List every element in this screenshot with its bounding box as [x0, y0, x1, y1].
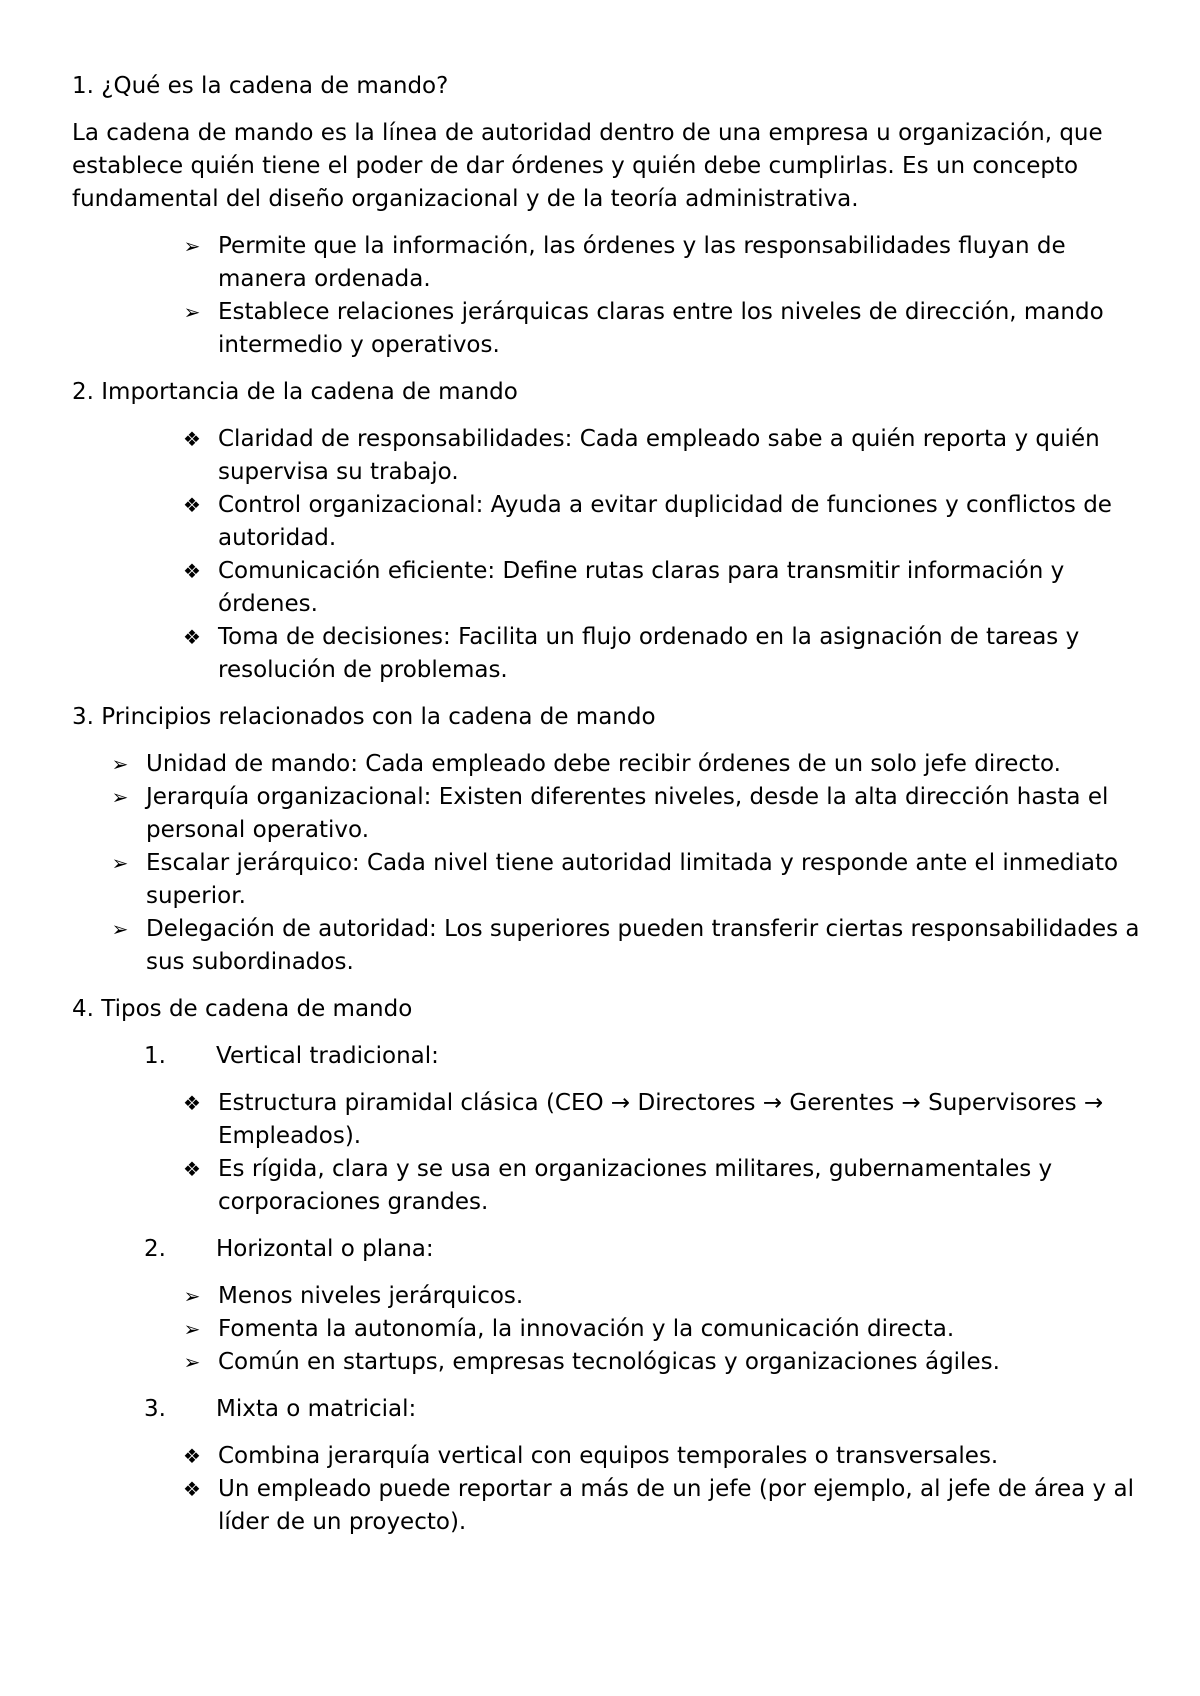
arrow-bullet-icon: ➢ [183, 1317, 201, 1341]
list-item: ❖ Un empleado puede reportar a más de un jefe (por ejemplo, al jefe de área y al líder de un proyecto). [72, 1473, 1142, 1539]
arrow-bullet-icon: ➢ [111, 851, 129, 875]
section-1-list [72, 230, 1142, 362]
type-2-title: Horizontal o plana: [216, 1236, 434, 1262]
type-3-list [72, 1440, 1142, 1539]
section-2-heading: 2. Importancia de la cadena de mando [72, 379, 518, 405]
diamond-bullet-icon: ❖ [183, 427, 201, 451]
diamond-bullet-icon: ❖ [183, 493, 201, 517]
diamond-bullet-icon: ❖ [183, 1477, 201, 1501]
type-2-heading [72, 1233, 1142, 1266]
list-item: ❖ Combina jerarquía vertical con equipos temporales o transversales. [72, 1440, 1142, 1473]
section-1-heading: 1. ¿Qué es la cadena de mando? [72, 73, 449, 99]
list-item: ➢ Común en startups, empresas tecnológicas y organizaciones ágiles. [72, 1346, 1142, 1379]
type-2-list [72, 1280, 1142, 1379]
type-3-number: 3. [144, 1396, 166, 1422]
arrow-bullet-icon: ➢ [111, 752, 129, 776]
list-item: ➢ Unidad de mando: Cada empleado debe recibir órdenes de un solo jefe directo. [72, 748, 1142, 781]
list-item: ➢ Escalar jerárquico: Cada nivel tiene autoridad limitada y responde ante el inmediato superior. [72, 847, 1142, 913]
diamond-bullet-icon: ❖ [183, 1157, 201, 1181]
list-item: ❖ Es rígida, clara y se usa en organizaciones militares, gubernamentales y corporaciones grandes. [72, 1153, 1142, 1219]
list-item: ➢ Permite que la información, las órdenes y las responsabilidades fluyan de manera ordenada. [72, 230, 1142, 296]
arrow-bullet-icon: ➢ [183, 300, 201, 324]
document-content [72, 70, 1142, 1553]
type-1-number: 1. [144, 1043, 166, 1069]
list-item: ❖ Comunicación eficiente: Define rutas claras para transmitir información y órdenes. [72, 555, 1142, 621]
arrow-bullet-icon: ➢ [111, 785, 129, 809]
list-item: ➢ Menos niveles jerárquicos. [72, 1280, 1142, 1313]
section-2-list [72, 423, 1142, 687]
list-item: ❖ Control organizacional: Ayuda a evitar duplicidad de funciones y conflictos de autoridad. [72, 489, 1142, 555]
arrow-bullet-icon: ➢ [183, 234, 201, 258]
list-item: ❖ Claridad de responsabilidades: Cada empleado sabe a quién reporta y quién supervisa su trabajo. [72, 423, 1142, 489]
arrow-bullet-icon: ➢ [111, 917, 129, 941]
arrow-bullet-icon: ➢ [183, 1350, 201, 1374]
diamond-bullet-icon: ❖ [183, 625, 201, 649]
diamond-bullet-icon: ❖ [183, 1444, 201, 1468]
section-1-intro: La cadena de mando es la línea de autoridad dentro de una empresa u organización, que establece quién tiene el poder de dar órdenes y quién debe cumplirlas. Es un concepto fundamental del diseño organizacional y de la teoría administrativa. [72, 120, 1103, 212]
list-item: ➢ Jerarquía organizacional: Existen diferentes niveles, desde la alta dirección hasta el personal operativo. [72, 781, 1142, 847]
type-1-list [72, 1087, 1142, 1219]
type-3-title: Mixta o matricial: [216, 1396, 417, 1422]
type-1-heading [72, 1040, 1142, 1073]
list-item: ❖ Toma de decisiones: Facilita un flujo ordenado en la asignación de tareas y resolución de problemas. [72, 621, 1142, 687]
section-3-heading: 3. Principios relacionados con la cadena de mando [72, 704, 656, 730]
section-4-heading: 4. Tipos de cadena de mando [72, 996, 413, 1022]
list-item: ➢ Establece relaciones jerárquicas claras entre los niveles de dirección, mando intermedio y operativos. [72, 296, 1142, 362]
list-item: ➢ Delegación de autoridad: Los superiores pueden transferir ciertas responsabilidades a sus subordinados. [72, 913, 1142, 979]
section-3-list [72, 748, 1142, 979]
list-item: ➢ Fomenta la autonomía, la innovación y la comunicación directa. [72, 1313, 1142, 1346]
arrow-bullet-icon: ➢ [183, 1284, 201, 1308]
list-item: ❖ Estructura piramidal clásica (CEO → Directores → Gerentes → Supervisores → Empleados). [72, 1087, 1142, 1153]
diamond-bullet-icon: ❖ [183, 1091, 201, 1115]
type-3-heading [72, 1393, 1142, 1426]
type-1-title: Vertical tradicional: [216, 1043, 439, 1069]
diamond-bullet-icon: ❖ [183, 559, 201, 583]
type-2-number: 2. [144, 1236, 166, 1262]
